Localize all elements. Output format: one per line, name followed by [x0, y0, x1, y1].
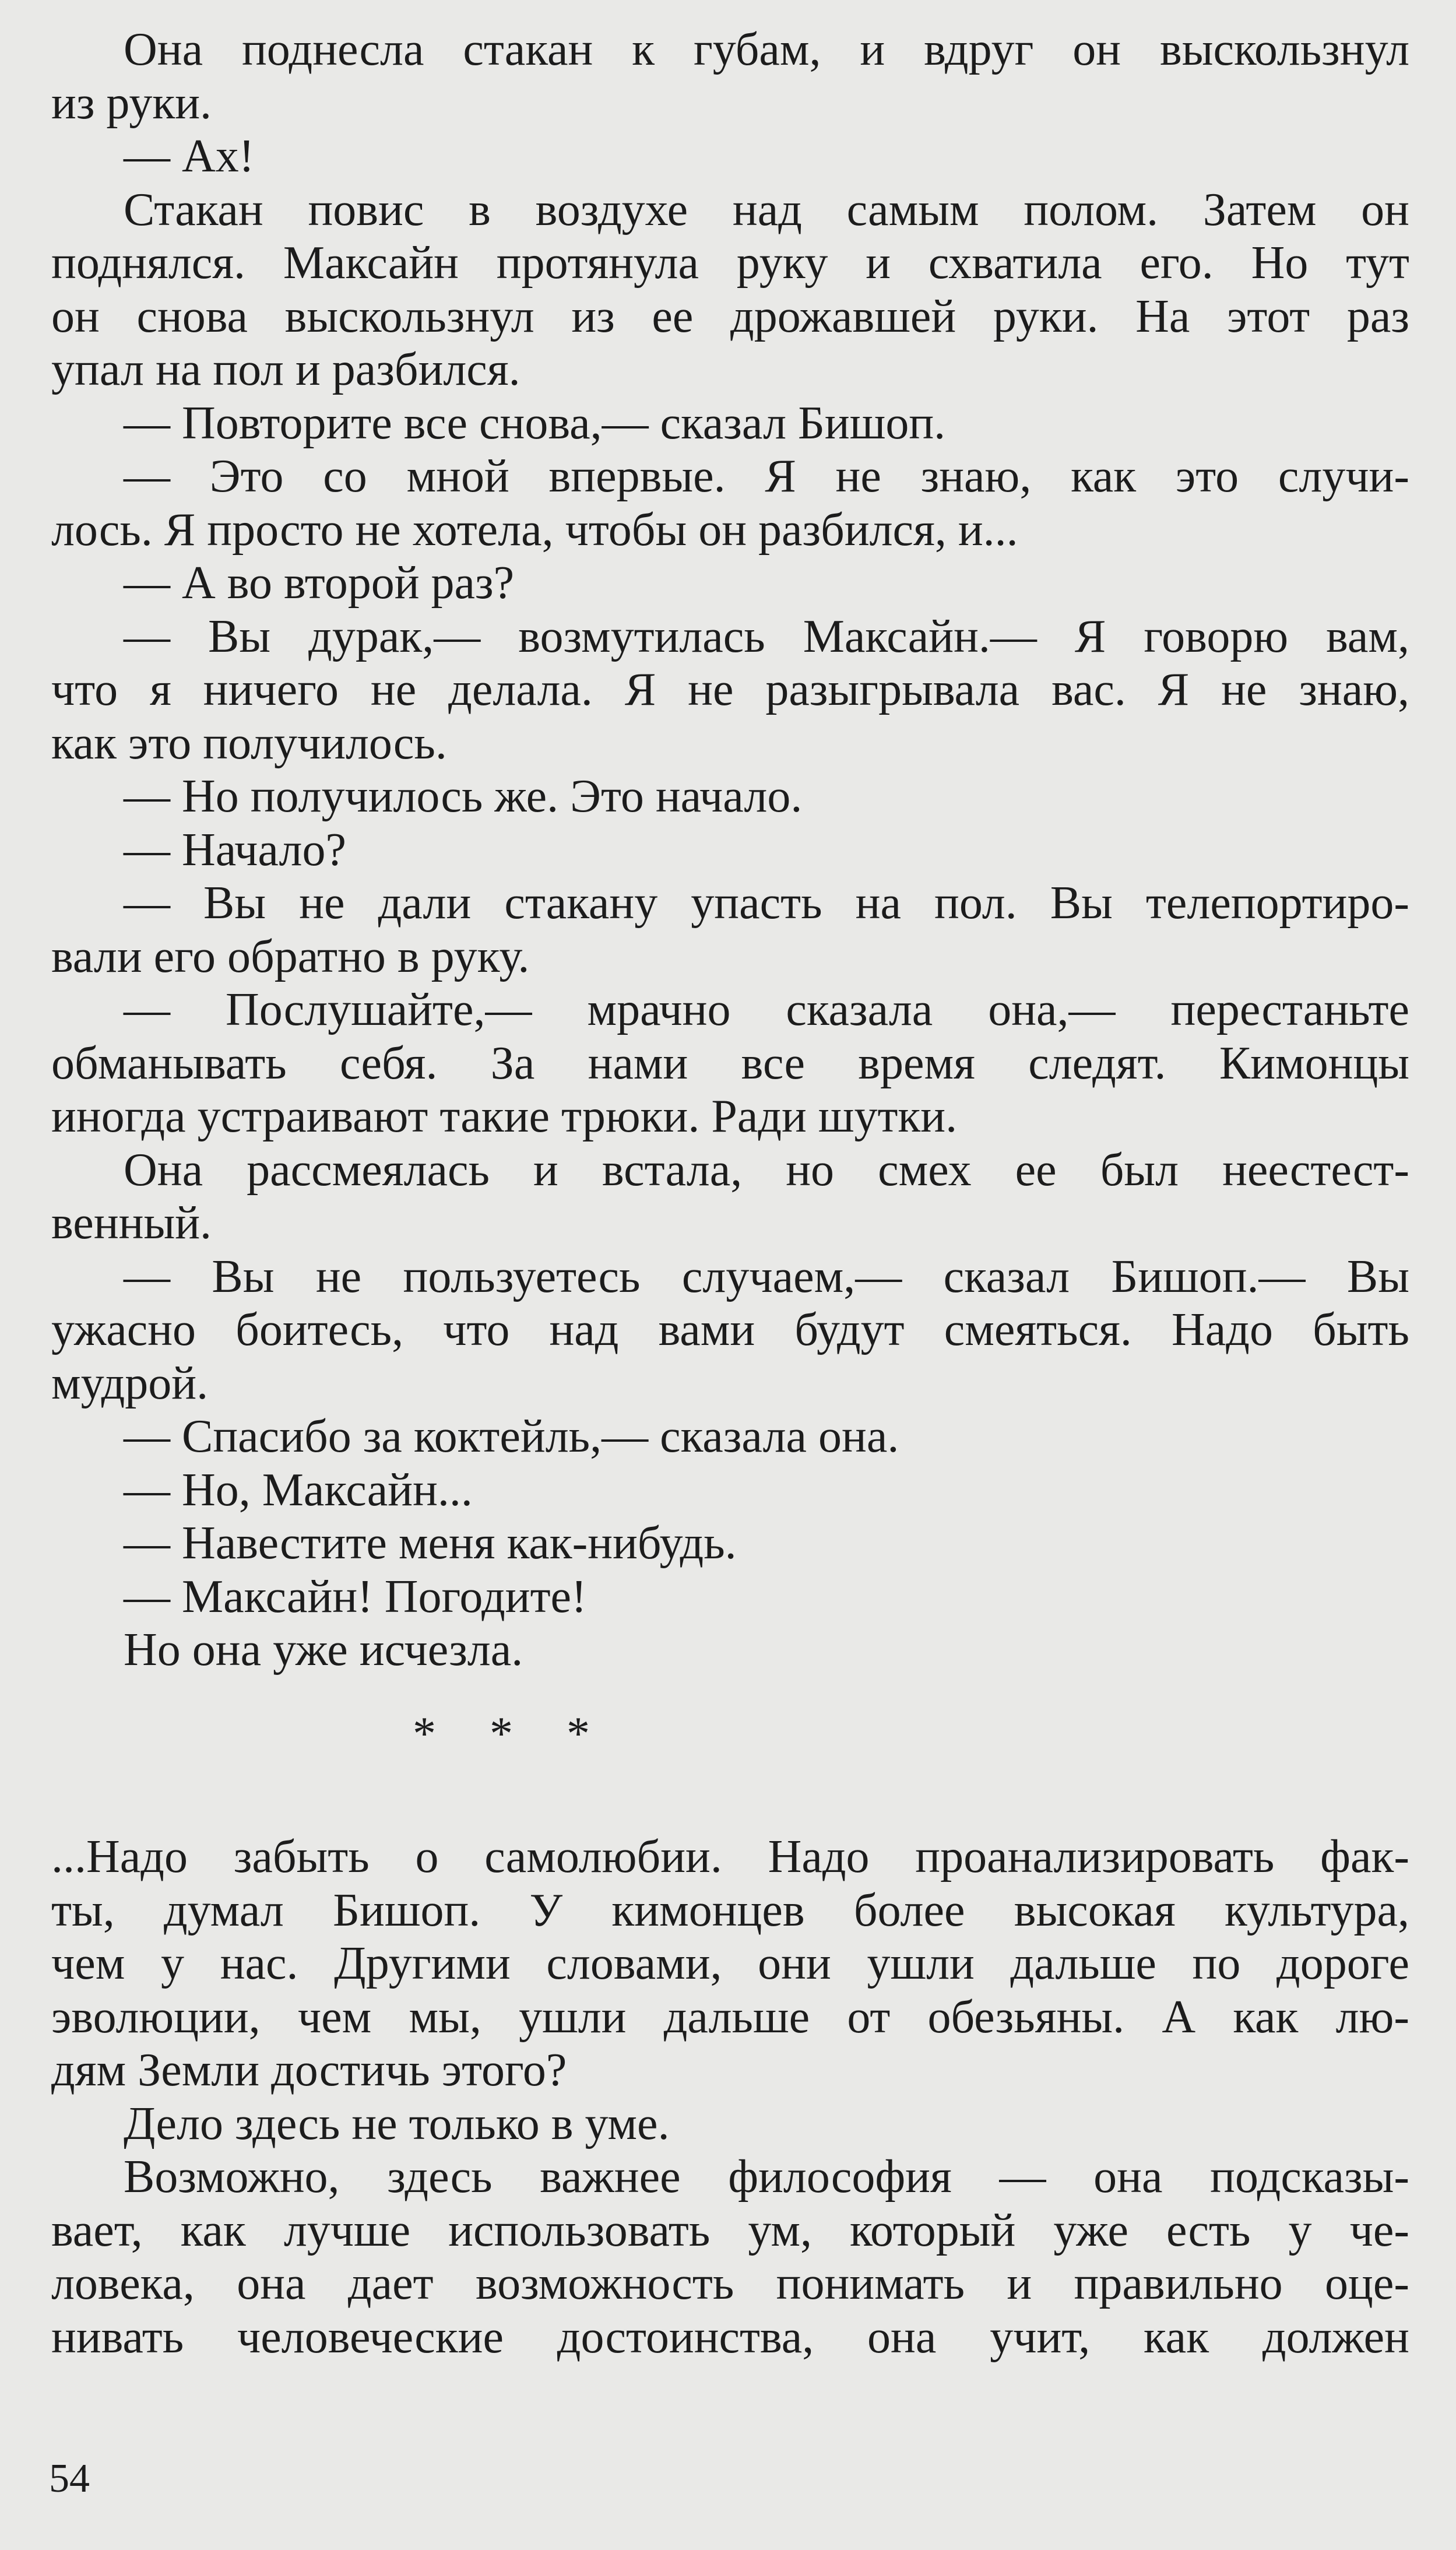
- text-line: — Но получилось же. Это начало.: [124, 771, 803, 822]
- text-line: ты, думал Бишоп. У кимонцев более высокая культура,: [51, 1884, 1409, 1936]
- text-line: ...Надо забыть о самолюбии. Надо проанализировать фак-: [51, 1831, 1409, 1882]
- text-line: ужасно боитесь, что над вами будут смеяться. Надо быть: [51, 1304, 1409, 1355]
- text-line: упал на пол и разбился.: [51, 344, 520, 395]
- text-line: эволюции, чем мы, ушли дальше от обезьяны. А как лю-: [51, 1991, 1409, 2043]
- text-line: что я ничего не делала. Я не разыгрывала вас. Я не знаю,: [51, 664, 1409, 715]
- text-line: — Вы не пользуетесь случаем,— сказал Бишоп.— Вы: [124, 1251, 1409, 1302]
- text-line: Возможно, здесь важнее философия — она подсказы-: [124, 2151, 1409, 2203]
- text-line: Но она уже исчезла.: [124, 1624, 523, 1676]
- text-line: ловека, она дает возможность понимать и правильно оце-: [51, 2258, 1409, 2309]
- text-block-dialogue: [51, 23, 1409, 1677]
- text-line: — Но, Максайн...: [124, 1464, 473, 1516]
- text-line: дям Земли достичь этого?: [51, 2045, 567, 2096]
- text-line: из руки.: [51, 77, 212, 129]
- text-line: — А во второй раз?: [124, 557, 515, 609]
- text-line: как это получилось.: [51, 717, 447, 769]
- text-line: чем у нас. Другими словами, они ушли дальше по дороге: [51, 1938, 1409, 1989]
- text-line: — Начало?: [124, 824, 346, 876]
- text-line: венный.: [51, 1197, 212, 1249]
- text-line: вали его обратно в руку.: [51, 930, 530, 982]
- text-line: — Максайн! Погодите!: [124, 1571, 587, 1622]
- text-line: мудрой.: [51, 1357, 209, 1409]
- text-line: он снова выскользнул из ее дрожавшей руки. На этот раз: [51, 290, 1409, 342]
- text-line: Стакан повис в воздухе над самым полом. Затем он: [124, 184, 1409, 236]
- text-line: — Навестите меня как-нибудь.: [124, 1518, 737, 1569]
- text-line: — Вы дурак,— возмутилась Максайн.— Я говорю вам,: [124, 610, 1409, 662]
- text-line: — Вы не дали стакану упасть на пол. Вы телепортиро-: [124, 877, 1409, 929]
- text-line: — Ах!: [124, 131, 255, 182]
- text-line: — Спасибо за коктейль,— сказала она.: [124, 1411, 899, 1462]
- text-line: поднялся. Максайн протянула руку и схватила его. Но тут: [51, 237, 1409, 289]
- text-line: нивать человеческие достоинства, она учит, как должен: [51, 2311, 1409, 2363]
- section-separator: * * *: [413, 1708, 611, 1759]
- text-line: — Послушайте,— мрачно сказала она,— перестаньте: [124, 984, 1409, 1035]
- page-number: 54: [49, 2456, 90, 2501]
- text-line: — Повторите все снова,— сказал Бишоп.: [124, 397, 946, 449]
- text-line: Дело здесь не только в уме.: [124, 2098, 670, 2149]
- text-line: Она рассмеялась и встала, но смех ее был неестест-: [124, 1144, 1409, 1196]
- text-line: — Это со мной впервые. Я не знаю, как это случи-: [124, 451, 1409, 502]
- text-line: иногда устраивают такие трюки. Ради шутки.: [51, 1091, 958, 1142]
- text-line: лось. Я просто не хотела, чтобы он разбился, и...: [51, 504, 1018, 556]
- page-text: [51, 23, 1409, 2364]
- text-block-reflection: [51, 1831, 1409, 2364]
- text-line: Она поднесла стакан к губам, и вдруг он выскользнул: [124, 24, 1409, 75]
- text-line: вает, как лучше использовать ум, который уже есть у че-: [51, 2204, 1409, 2256]
- text-line: обманывать себя. За нами все время следят. Кимонцы: [51, 1037, 1409, 1089]
